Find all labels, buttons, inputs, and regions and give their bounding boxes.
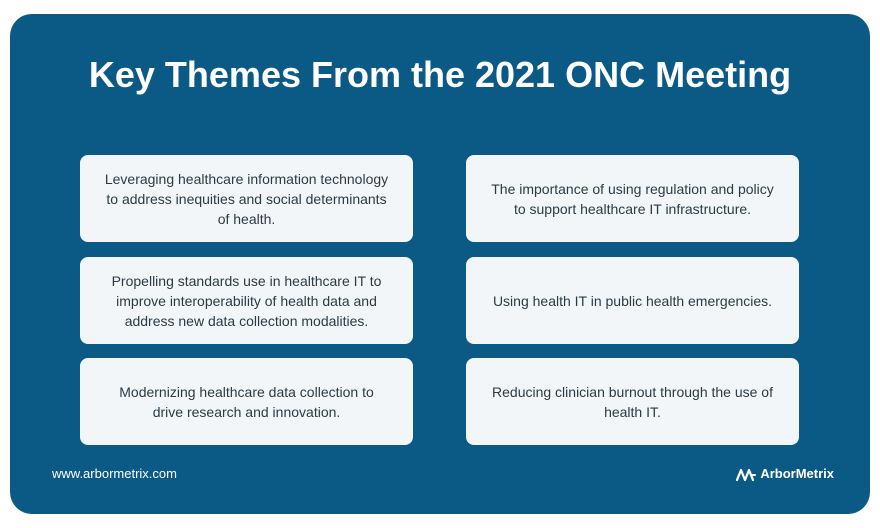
theme-card-text: The importance of using regulation and policy to support healthcare IT infrastructure. (491, 180, 774, 217)
theme-card (466, 358, 799, 445)
theme-card-text: Leveraging healthcare information technology to address inequities and social determinants of health. (104, 170, 389, 227)
theme-card-text: Modernizing healthcare data collection to drive research and innovation. (119, 383, 374, 420)
website-url: www.arbormetrix.com (52, 466, 177, 481)
theme-card (466, 155, 799, 242)
page-title: Key Themes From the 2021 ONC Meeting (88, 54, 792, 95)
theme-card (80, 155, 413, 242)
arbormetrix-logo-icon (736, 467, 756, 481)
theme-card (80, 358, 413, 445)
brand-name: ArborMetrix (760, 466, 834, 481)
theme-card (466, 257, 799, 344)
theme-card (80, 257, 413, 344)
theme-card-text: Reducing clinician burnout through the use of health IT. (492, 383, 773, 420)
theme-card-text: Propelling standards use in healthcare IT to improve interoperability of health data and address new data collection modalities. (111, 272, 382, 329)
brand-logo (736, 465, 834, 483)
theme-card-text: Using health IT in public health emergencies. (492, 292, 773, 309)
